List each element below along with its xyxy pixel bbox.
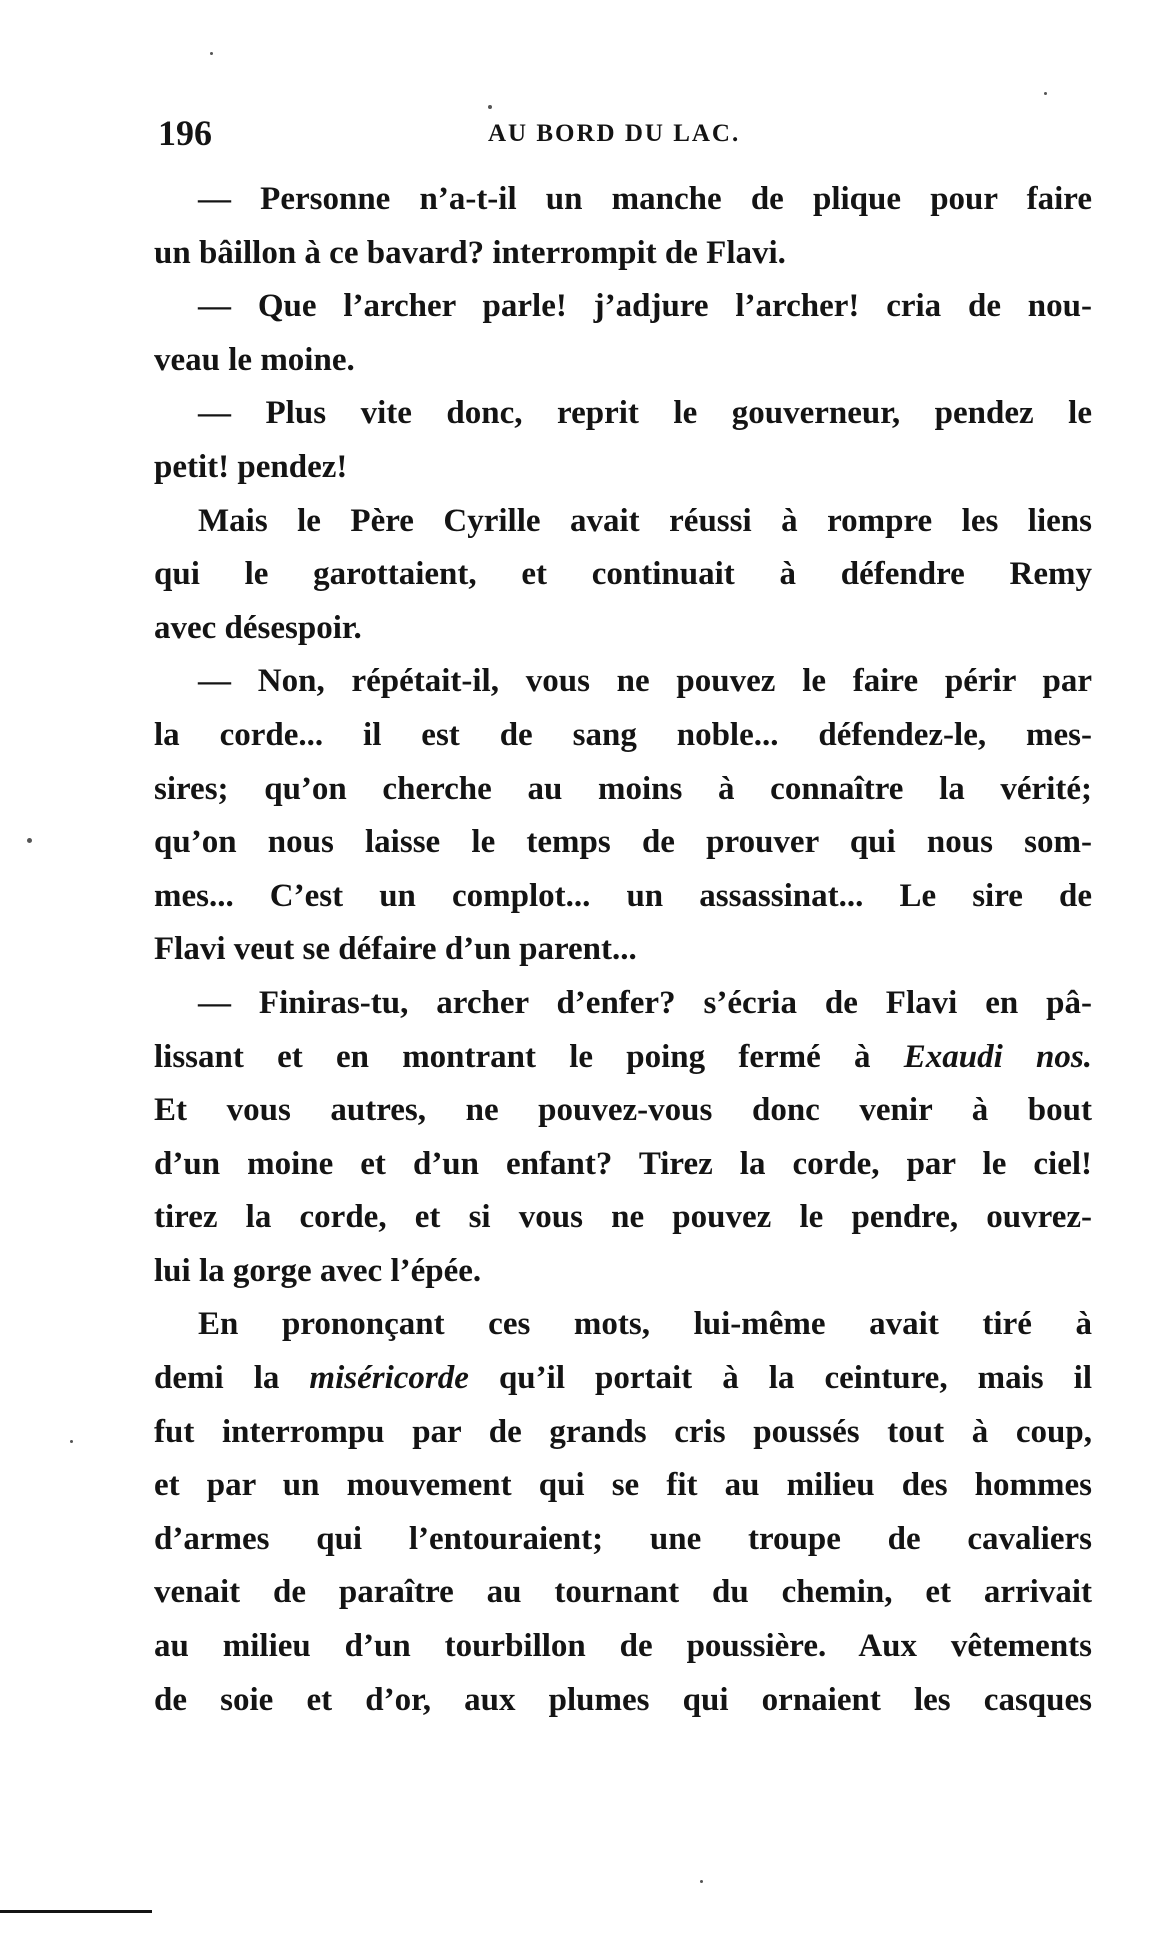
print-speck [27, 838, 32, 843]
text-line: d’un moine et d’un enfant? Tirez la corde, par le ciel! [154, 1145, 1092, 1182]
print-speck [488, 105, 492, 109]
text-line: — Plus vite donc, reprit le gouverneur, pendez le [198, 395, 1092, 432]
print-speck [210, 52, 213, 55]
text-line: — Non, répétait-il, vous ne pouvez le faire périr par [198, 663, 1092, 700]
running-title: AU BORD DU LAC. [488, 120, 741, 147]
page-number: 196 [158, 113, 212, 153]
text-line: petit! pendez! [154, 448, 348, 485]
text-line: En prononçant ces mots, lui-même avait tiré à [198, 1306, 1092, 1343]
text-line: venait de paraître au tournant du chemin, et arrivait [154, 1574, 1092, 1611]
text-line: avec désespoir. [154, 609, 362, 646]
text-line: qui le garottaient, et continuait à défendre Remy [154, 556, 1092, 593]
page-header [158, 112, 1088, 162]
text-line: et par un mouvement qui se fit au milieu des hommes [154, 1467, 1092, 1504]
text-line: Flavi veut se défaire d’un parent... [154, 931, 637, 968]
text-line: de soie et d’or, aux plumes qui ornaient les casques [154, 1681, 1092, 1718]
text-line: — Personne n’a-t-il un manche de plique pour faire [198, 181, 1092, 217]
print-speck [1044, 92, 1047, 95]
text-line: veau le moine. [154, 341, 355, 378]
text-line: au milieu d’un tourbillon de poussière. Aux vêtements [154, 1628, 1092, 1665]
text-line: mes... C’est un complot... un assassinat... Le sire de [154, 877, 1092, 914]
text-segment: demi la [154, 1360, 280, 1397]
italic-word-misericorde: miséricorde [309, 1360, 469, 1397]
text-line [154, 1352, 1092, 1406]
body-text [154, 173, 1092, 1727]
text-line: lui la gorge avec l’épée. [154, 1252, 482, 1289]
text-line: d’armes qui l’entouraient; une troupe de cavaliers [154, 1520, 1092, 1557]
text-segment: qu’il portait à la ceinture, mais il [498, 1360, 1093, 1397]
text-line: — Que l’archer parle! j’adjure l’archer! cria de nou- [198, 288, 1092, 325]
text-line: un bâillon à ce bavard? interrompit de Flavi. [154, 234, 786, 271]
print-speck [700, 1880, 703, 1883]
text-line: fut interrompu par de grands cris poussés tout à coup, [154, 1413, 1092, 1450]
text-line [154, 1031, 1092, 1085]
text-line: la corde... il est de sang noble... défendez-le, mes- [154, 716, 1092, 753]
text-line: — Finiras-tu, archer d’enfer? s’écria de Flavi en pâ- [198, 984, 1092, 1021]
text-line: qu’on nous laisse le temps de prouver qui nous som- [154, 824, 1092, 861]
text-line: Mais le Père Cyrille avait réussi à rompre les liens [198, 502, 1092, 539]
italic-phrase-exaudi: Exaudi nos. [903, 1038, 1092, 1075]
text-line: Et vous autres, ne pouvez-vous donc venir à bout [154, 1092, 1092, 1129]
text-line: sires; qu’on cherche au moins à connaître la vérité; [154, 770, 1092, 807]
bottom-edge-rule [0, 1910, 152, 1913]
text-segment: lissant et en montrant le poing fermé à [154, 1038, 871, 1075]
text-line: tirez la corde, et si vous ne pouvez le pendre, ouvrez- [154, 1199, 1092, 1236]
print-speck [70, 1440, 73, 1443]
